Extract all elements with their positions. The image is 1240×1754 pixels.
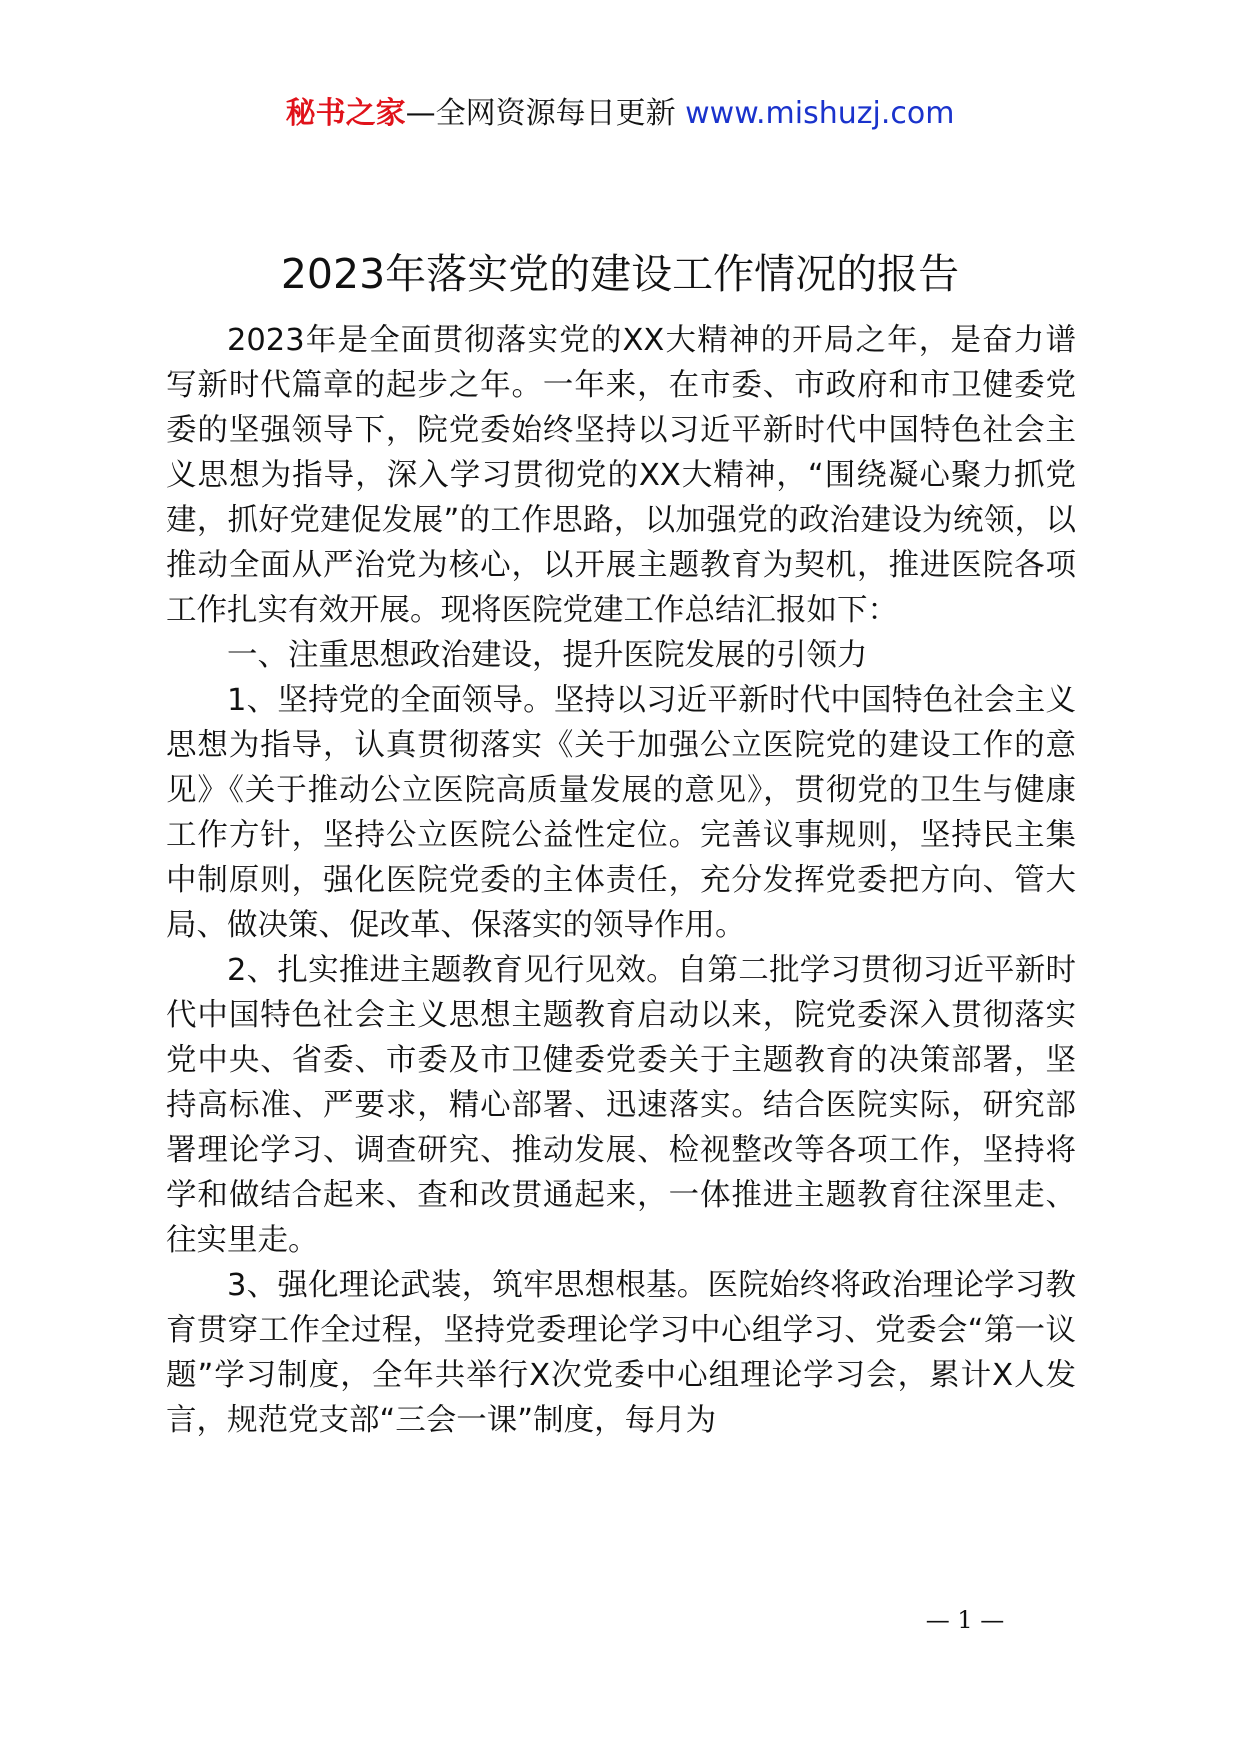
- site-tagline: —全网资源每日更新: [405, 96, 676, 131]
- item-paragraph-2: 2、扎实推进主题教育见行见效。自第二批学习贯彻习近平新时代中国特色社会主义思想主题教育启动以来，院党委深入贯彻落实党中央、省委、市委及市卫健委党委关于主题教育的决策部署，坚持高标准、严要求，精心部署、迅速落实。结合医院实际，研究部署理论学习、调查研究、推动发展、检视整改等各项工作，坚持将学和做结合起来、查和改贯通起来，一体推进主题教育往深里走、往实里走。: [166, 953, 1076, 1258]
- site-brand: 秘书之家: [285, 96, 406, 131]
- document-body: [166, 318, 1076, 1443]
- document-title: 2023年落实党的建设工作情况的报告: [280, 250, 960, 298]
- site-url-link[interactable]: www.mishuzj.com: [685, 96, 955, 131]
- section-heading-1: 一、注重思想政治建设，提升医院发展的引领力: [227, 638, 868, 673]
- page-number: — 1 —: [925, 1606, 1005, 1634]
- item-paragraph-1: 1、坚持党的全面领导。坚持以习近平新时代中国特色社会主义思想为指导，认真贯彻落实《关于加强公立医院党的建设工作的意见》《关于推动公立医院高质量发展的意见》，贯彻党的卫生与健康工作方针，坚持公立医院公益性定位。完善议事规则，坚持民主集中制原则，强化医院党委的主体责任，充分发挥党委把方向、管大局、做决策、促改革、保落实的领导作用。: [166, 683, 1076, 943]
- intro-paragraph: 2023年是全面贯彻落实党的XX大精神的开局之年，是奋力谱写新时代篇章的起步之年。一年来，在市委、市政府和市卫健委党委的坚强领导下，院党委始终坚持以习近平新时代中国特色社会主义思想为指导，深入学习贯彻党的XX大精神，“围绕凝心聚力抓党建，抓好党建促发展”的工作思路，以加强党的政治建设为统领，以推动全面从严治党为核心，以开展主题教育为契机，推进医院各项工作扎实有效开展。现将医院党建工作总结汇报如下：: [166, 323, 1076, 628]
- item-paragraph-3: 3、强化理论武装，筑牢思想根基。医院始终将政治理论学习教育贯穿工作全过程，坚持党委理论学习中心组学习、党委会“第一议题”学习制度，全年共举行X次党委中心组理论学习会，累计X人发言，规范党支部“三会一课”制度，每月为: [166, 1268, 1076, 1438]
- site-header: [0, 92, 1240, 136]
